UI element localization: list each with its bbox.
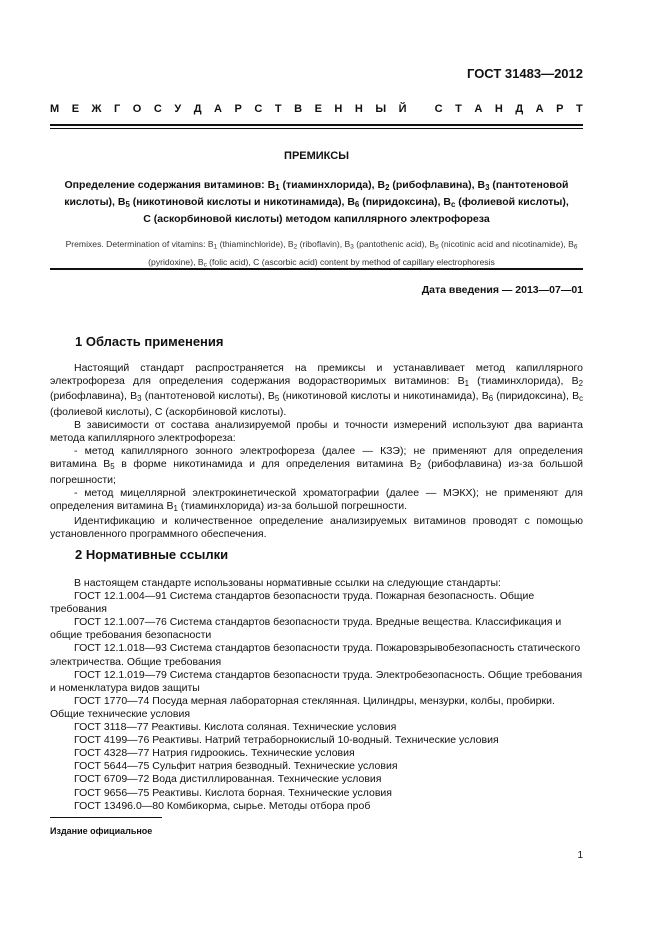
header-letter: А — [535, 103, 544, 115]
section-2-heading: 2 Нормативные ссылки — [75, 547, 229, 562]
reference-item: ГОСТ 9656—75 Реактивы. Кислота борная. Технические условия — [74, 786, 392, 799]
header-letter: Н — [354, 103, 363, 115]
references-list — [50, 577, 583, 813]
header-letter: О — [132, 103, 142, 115]
document-title: ПРЕМИКСЫ — [284, 150, 349, 162]
title-rule — [50, 268, 583, 270]
header-letter: Т — [455, 103, 462, 115]
header-letter: У — [174, 103, 182, 115]
header-letter: Н — [494, 103, 503, 115]
header-letter: Е — [71, 103, 80, 115]
reference-item: ГОСТ 1770—74 Посуда мерная лабораторная стеклянная. Цилиндры, мензурки, колбы, пробирки. Общие технические условия — [50, 694, 555, 720]
standard-header — [50, 103, 583, 121]
reference-item: ГОСТ 12.1.018—93 Система стандартов безопасности труда. Пожаровзрывобезопасность статического электричества. Общие требования — [50, 642, 581, 668]
header-letter: М — [50, 103, 60, 115]
footnote-rule — [50, 817, 162, 818]
official-edition: Издание официальное — [50, 826, 153, 836]
document-subtitle: Определение содержания витаминов: $B_1$ (тиаминхлорида), $B_2$ (рибофлавина), $B_3$ (пантотеновой кислоты), $B_5$ (никотиновой кислоты и никотинамида), $B_6$ (пиридоксина), $B_c$ (фолиевой кислоты), C (аскорбиновой кислоты) методом капиллярного электрофореза — [64, 179, 569, 225]
reference-item: ГОСТ 5644—75 Сульфит натрия безводный. Технические условия — [74, 760, 398, 773]
paragraph: В зависимости от состава анализируемой пробы и точности измерений используют два варианта метода капиллярного электрофореза: — [50, 418, 583, 444]
header-letter: Е — [314, 103, 322, 115]
header-letter: Н — [334, 103, 343, 115]
header-letter: А — [474, 103, 483, 115]
section-1-heading: 1 Область применения — [75, 334, 224, 349]
header-letter — [419, 103, 422, 121]
header-letter: Д — [193, 103, 202, 115]
header-letter: В — [294, 103, 303, 115]
header-letter: С — [434, 103, 443, 115]
reference-item: ГОСТ 4328—77 Натрия гидроокись. Технические условия — [74, 747, 355, 760]
header-letter: Р — [556, 103, 564, 115]
header-letter: Й — [398, 103, 407, 115]
header-letter: Ы — [375, 103, 387, 115]
header-letter: Р — [234, 103, 242, 115]
header-letter: С — [254, 103, 263, 115]
reference-item: ГОСТ 6709—72 Вода дистиллированная. Технические условия — [74, 773, 382, 786]
reference-item: ГОСТ 3118—77 Реактивы. Кислота соляная. Технические условия — [74, 721, 397, 734]
document-code: ГОСТ 31483—2012 — [467, 66, 583, 81]
header-letter: Т — [274, 103, 282, 115]
paragraph: - метод мицеллярной электрокинетической хроматографии (далее — МЭКХ); не применяют для определения витамина $B_1$ (тиаминхлорида) из-за большой погрешности. — [50, 486, 583, 513]
header-rule-thin — [50, 128, 583, 129]
header-rule-thick — [50, 124, 583, 126]
header-letter: Г — [114, 103, 121, 115]
reference-item: ГОСТ 13496.0—80 Комбикорма, сырье. Методы отбора проб — [74, 799, 371, 812]
reference-item: ГОСТ 12.1.019—79 Система стандартов безопасности труда. Электробезопасность. Общие требования и номенклатура видов защиты — [50, 668, 583, 694]
paragraph: Идентификацию и количественное определение анализируемых витаминов проводят с помощью установленного программного обеспечения. — [50, 515, 583, 541]
reference-item: ГОСТ 12.1.007—76 Система стандартов безопасности труда. Вредные вещества. Классификация и общие требования безопасности — [50, 616, 562, 642]
reference-item: ГОСТ 4199—76 Реактивы. Натрий тетраборнокислый 10-водный. Технические условия — [74, 734, 499, 747]
paragraph: - метод капиллярного зонного электрофореза (далее — КЗЭ); не применяют для определения витамина $B_5$ в форме никотинамида и для определения витамина $B_2$ (рибофлавина) из-за большой погрешности; — [50, 445, 584, 486]
english-title: Premixes. Determination of vitamins: $B_1$ (thiaminchloride), $B_2$ (riboflavin), $B_3$ (pantothenic acid), $B_5$ (nicotinic acid and nicotinamide), $B_6$ (pyridoxine), $B_c$ (folic acid), C (ascorbic acid) content by method of capillary electrophoresis — [65, 239, 578, 269]
introduction-date: Дата введения — 2013—07—01 — [421, 284, 583, 296]
references-intro: В настоящем стандарте использованы нормативные ссылки на следующие стандарты: — [74, 577, 501, 589]
paragraph: Настоящий стандарт распространяется на премиксы и устанавливает метод капиллярного электрофореза для определения содержания водорастворимых витаминов: $B_1$ (тиаминхлорида), $B_2$ (рибофлавина), $B_3$ (пантотеновой кислоты), $B_5$ (никотиновой кислоты и никотинамида), $B_6$ (пиридоксина), $B_c$ (фолиевой кислоты), C (аскорбиновой кислоты). — [50, 362, 584, 418]
header-letter: Д — [515, 103, 524, 115]
header-letter: Т — [576, 103, 583, 115]
header-letter: С — [153, 103, 162, 115]
section-1-body — [50, 362, 583, 542]
page-number: 1 — [577, 850, 583, 861]
reference-item: ГОСТ 12.1.004—91 Система стандартов безопасности труда. Пожарная безопасность. Общие требования — [50, 590, 535, 616]
header-letter: А — [214, 103, 222, 115]
header-letter: Ж — [91, 103, 102, 115]
